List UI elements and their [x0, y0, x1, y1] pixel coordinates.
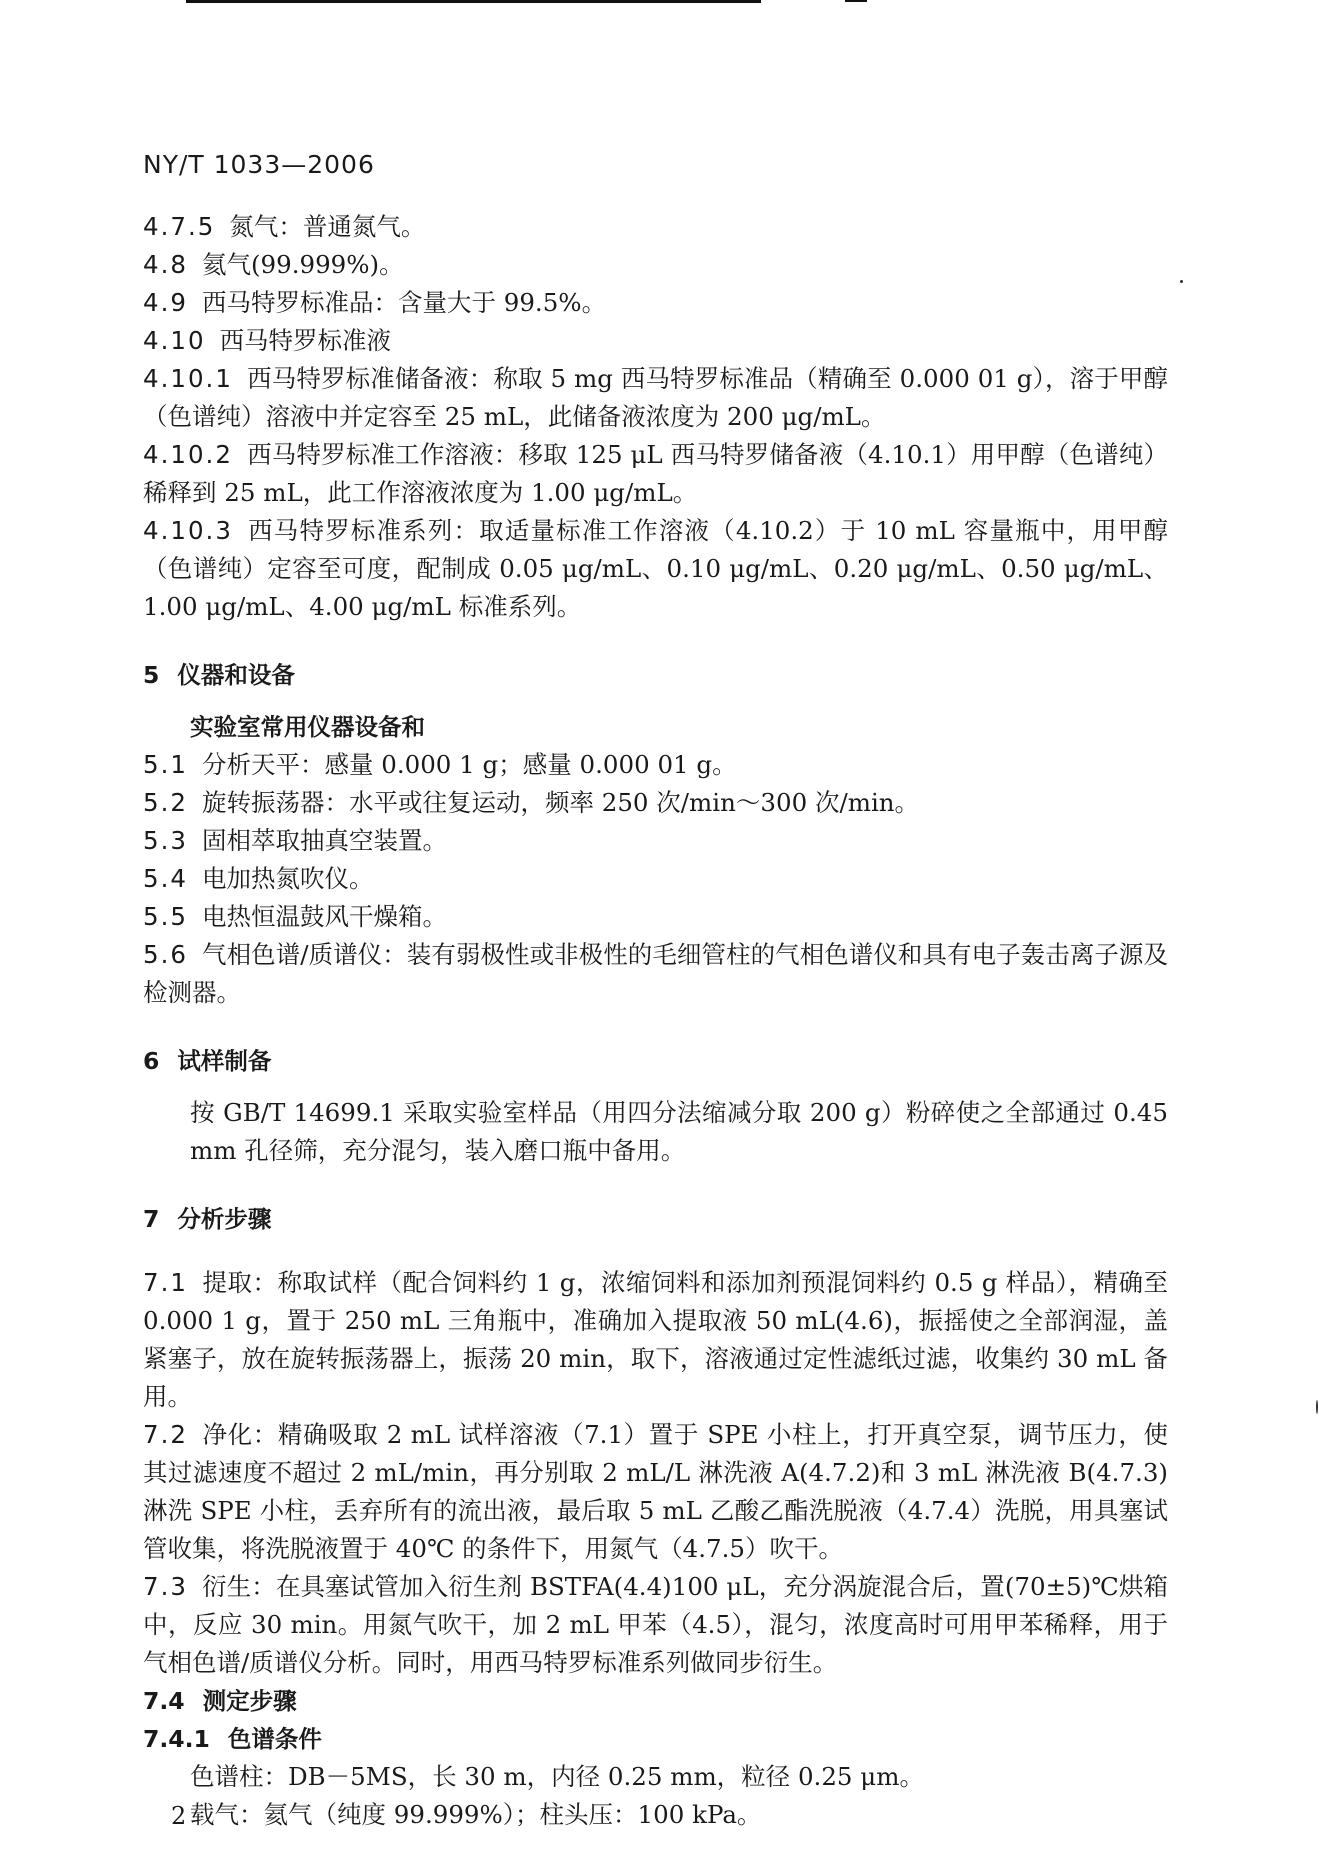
top-rule-left: [186, 0, 761, 3]
clause-5-4: 5.4 电加热氮吹仪。: [143, 864, 374, 893]
clause-4-10-3: 4.10.3 西马特罗标准系列：取适量标准工作溶液（4.10.2）于 10 mL 容量瓶中，用甲醇（色谱纯）定容至可度，配制成 0.05 μg/mL、0.10 μg/mL、0.20 μg/mL、0.50 μg/mL、1.00 μg/mL、4.00 μg/mL 标准系列。: [143, 516, 1168, 621]
clause-7-3: 7.3 衍生：在具塞试管加入衍生剂 BSTFA(4.4)100 μL，充分涡旋混合后，置(70±5)℃烘箱中，反应 30 min。用氮气吹干，加 2 mL 甲苯（4.5），混匀，浓度高时可用甲苯稀释，用于气相色谱/质谱仪分析。同时，用西马特罗标准系列做同步衍生。: [143, 1572, 1168, 1677]
clause-4-10: 4.10 西马特罗标准液: [143, 326, 392, 355]
clause-4-9: 4.9 西马特罗标准品：含量大于 99.5%。: [143, 288, 607, 317]
clause-4-7-5: 4.7.5 氮气：普通氮气。: [143, 212, 426, 241]
clause-5-6: 5.6 气相色谱/质谱仪：装有弱极性或非极性的毛细管柱的气相色谱仪和具有电子轰击离子源及检测器。: [143, 940, 1168, 1007]
standard-code-header: NY/T 1033—2006: [143, 150, 375, 179]
clause-5-2: 5.2 旋转振荡器：水平或往复运动，频率 250 次/min～300 次/min。: [143, 788, 920, 817]
clause-4-10-1: 4.10.1 西马特罗标准储备液：称取 5 mg 西马特罗标准品（精确至 0.000 01 g），溶于甲醇（色谱纯）溶液中并定容至 25 mL，此储备液浓度为 200 μg/mL。: [143, 364, 1168, 431]
section-5-intro: 实验室常用仪器设备和: [190, 713, 425, 741]
scan-speck: [1180, 280, 1183, 283]
clause-4-10-2: 4.10.2 西马特罗标准工作溶液：移取 125 μL 西马特罗储备液（4.10.1）用甲醇（色谱纯）稀释到 25 mL，此工作溶液浓度为 1.00 μg/mL。: [143, 440, 1168, 507]
column-spec: 色谱柱：DB－5MS，长 30 m，内径 0.25 mm，粒径 0.25 μm。: [190, 1762, 924, 1791]
section-6-body: 按 GB/T 14699.1 采取实验室样品（用四分法缩减分取 200 g）粉碎使之全部通过 0.45 mm 孔径筛，充分混匀，装入磨口瓶中备用。: [190, 1098, 1168, 1165]
section-7-heading: 7 分析步骤: [143, 1205, 272, 1233]
scan-speck: [1316, 1400, 1318, 1414]
clause-7-2: 7.2 净化：精确吸取 2 mL 试样溶液（7.1）置于 SPE 小柱上，打开真空泵，调节压力，使其过滤速度不超过 2 mL/min，再分别取 2 mL/L 淋洗液 A(4.7.2)和 3 mL 淋洗液 B(4.7.3)淋洗 SPE 小柱，丢弃所有的流出液，最后取 5 mL 乙酸乙酯洗脱液（4.7.4）洗脱，用具塞试管收集，将洗脱液置于 40℃ 的条件下，用氮气（4.7.5）吹干。: [143, 1420, 1168, 1563]
top-rule-right: [845, 0, 867, 2]
document-body: [143, 208, 1168, 1834]
page-number: 2: [171, 1802, 187, 1830]
section-5-heading: 5 仪器和设备: [143, 661, 295, 689]
carrier-gas-spec: 载气：氦气（纯度 99.999%）；柱头压：100 kPa。: [190, 1800, 762, 1829]
clause-5-3: 5.3 固相萃取抽真空装置。: [143, 826, 447, 855]
clause-7-1: 7.1 提取：称取试样（配合饲料约 1 g，浓缩饲料和添加剂预混饲料约 0.5 g 样品），精确至 0.000 1 g，置于 250 mL 三角瓶中，准确加入提取液 50 mL(4.6)，振摇使之全部润湿，盖紧塞子，放在旋转振荡器上，振荡 20 min，取下，溶液通过定性滤纸过滤，收集约 30 mL 备用。: [143, 1268, 1168, 1411]
clause-5-1: 5.1 分析天平：感量 0.000 1 g；感量 0.000 01 g。: [143, 750, 737, 779]
clause-7-4-1-heading: 7.4.1 色谱条件: [143, 1725, 322, 1753]
section-6-heading: 6 试样制备: [143, 1047, 272, 1075]
clause-7-4-heading: 7.4 测定步骤: [143, 1687, 297, 1715]
clause-4-8: 4.8 氦气(99.999%)。: [143, 250, 404, 279]
clause-5-5: 5.5 电热恒温鼓风干燥箱。: [143, 902, 447, 931]
